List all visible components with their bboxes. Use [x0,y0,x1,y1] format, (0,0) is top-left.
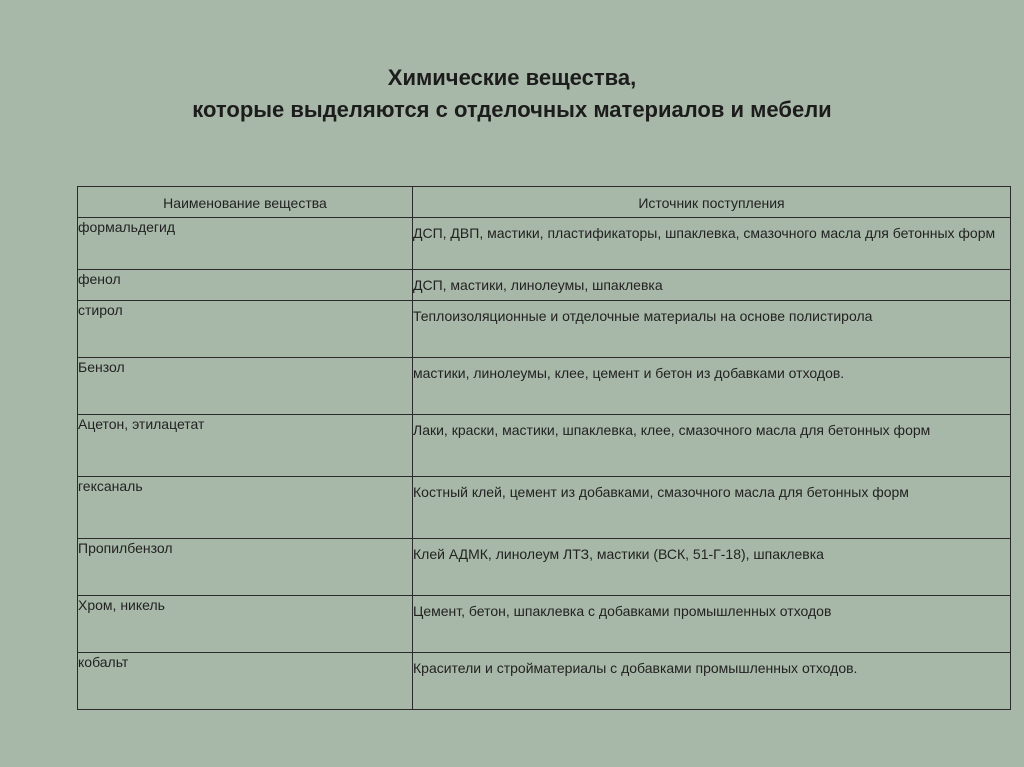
header-substance-name: Наименование вещества [78,187,413,218]
table-row [78,301,1011,358]
table-header-row [78,187,1011,218]
substance-name: гексаналь [78,477,413,539]
substance-name: Ацетон, этилацетат [78,415,413,477]
substance-source: Теплоизоляционные и отделочные материалы на основе полистирола [413,301,1011,358]
title-line-2: которые выделяются с отделочных материалов и мебели [192,97,832,122]
table-row [78,477,1011,539]
substance-source: ДСП, ДВП, мастики, пластификаторы, шпаклевка, смазочного масла для бетонных форм [413,218,1011,270]
substance-name: фенол [78,270,413,301]
substance-source: ДСП, мастики, линолеумы, шпаклевка [413,270,1011,301]
substance-source: Клей АДМК, линолеум ЛТЗ, мастики (ВСК, 51-Г-18), шпаклевка [413,539,1011,596]
table-row [78,415,1011,477]
substance-name: Бензол [78,358,413,415]
substance-source: Лаки, краски, мастики, шпаклевка, клее, смазочного масла для бетонных форм [413,415,1011,477]
substance-name: формальдегид [78,218,413,270]
substance-name: Хром, никель [78,596,413,653]
substance-name: стирол [78,301,413,358]
substance-source: Цемент, бетон, шпаклевка с добавками промышленных отходов [413,596,1011,653]
substance-source: Костный клей, цемент из добавками, смазочного масла для бетонных форм [413,477,1011,539]
substance-name: Пропилбензол [78,539,413,596]
table-row [78,270,1011,301]
substance-source: Красители и стройматериалы с добавками промышленных отходов. [413,653,1011,710]
table-row [78,539,1011,596]
table-row [78,218,1011,270]
table-row [78,596,1011,653]
header-source: Источник поступления [413,187,1011,218]
table-row [78,358,1011,415]
chemicals-table [77,186,1011,710]
substance-source: мастики, линолеумы, клее, цемент и бетон из добавками отходов. [413,358,1011,415]
substance-name: кобальт [78,653,413,710]
title-line-1: Химические вещества, [387,65,637,90]
table-row [78,653,1011,710]
page-title [0,62,1024,126]
